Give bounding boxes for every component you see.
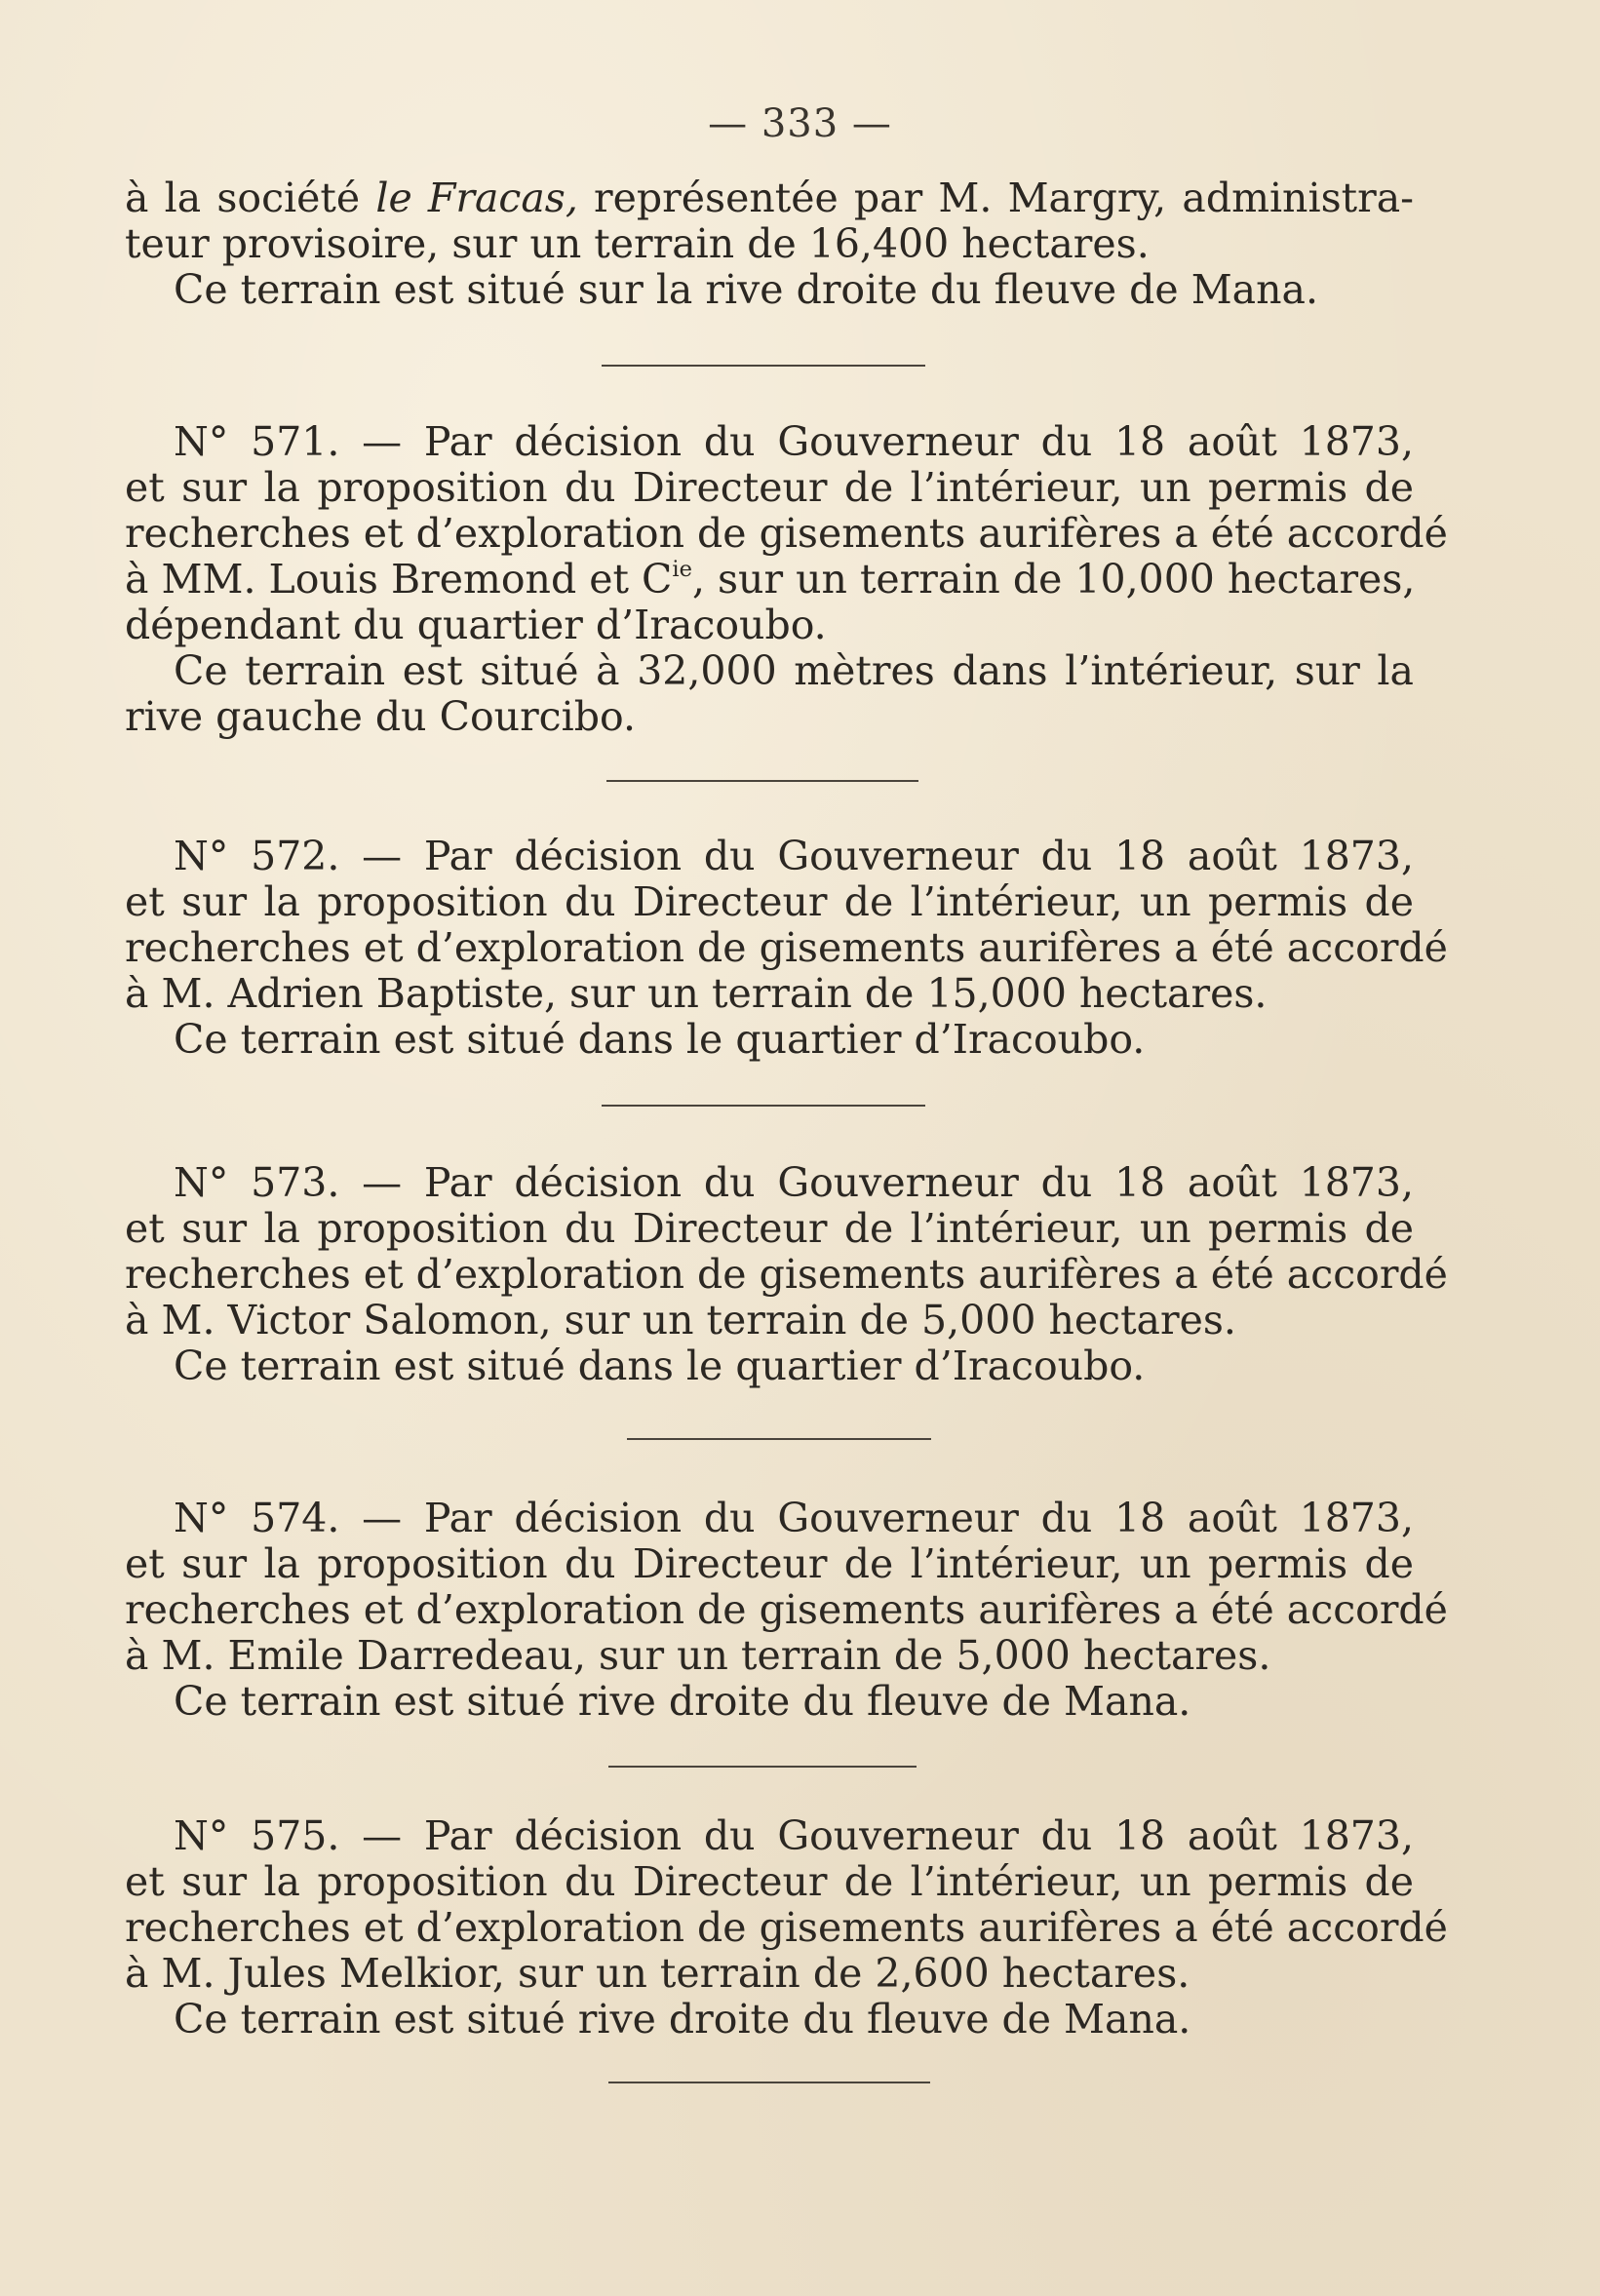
text-line: teur provisoire, sur un terrain de 16,400 hectares. (125, 220, 1150, 267)
company-name: le Fracas, (375, 175, 578, 221)
text-line: et sur la proposition du Directeur de l’intérieur, un permis de (125, 464, 1414, 511)
entry-heading-line: N° 572. — Par décision du Gouverneur du 18 août 1873, (174, 833, 1414, 879)
text-fragment: à MM. Louis Bremond et C (125, 556, 673, 603)
text-line: à M. Jules Melkior, sur un terrain de 2,600 hectares. (125, 1950, 1190, 1997)
entry-heading-line: N° 574. — Par décision du Gouverneur du 18 août 1873, (174, 1495, 1414, 1541)
entry-573 (125, 1159, 1448, 1389)
page-number: — 333 — (708, 101, 892, 146)
intro-paragraph (125, 175, 1414, 313)
text-line: et sur la proposition du Directeur de l’intérieur, un permis de (125, 1205, 1414, 1252)
text-line: Ce terrain est situé dans le quartier d’Iracoubo. (174, 1343, 1146, 1389)
text-line: et sur la proposition du Directeur de l’intérieur, un permis de (125, 1540, 1414, 1587)
text-line: recherches et d’exploration de gisements aurifères a été accordé (125, 510, 1448, 557)
entry-heading-line: N° 571. — Par décision du Gouverneur du 18 août 1873, (174, 418, 1414, 465)
entry-heading-line: N° 575. — Par décision du Gouverneur du 18 août 1873, (174, 1812, 1414, 1859)
entry-heading-line: N° 573. — Par décision du Gouverneur du 18 août 1873, (174, 1159, 1414, 1206)
entry-575 (125, 1812, 1448, 2043)
superscript: ie (672, 557, 692, 583)
text-line (125, 175, 1414, 221)
text-fragment: , sur un terrain de 10,000 hectares, (691, 556, 1416, 603)
text-fragment: représentée par M. Margry, administra- (577, 175, 1414, 221)
text-line: recherches et d’exploration de gisements aurifères a été accordé (125, 1904, 1448, 1951)
text-line: dépendant du quartier d’Iracoubo. (125, 602, 827, 648)
text-line: rive gauche du Courcibo. (125, 693, 636, 740)
section-divider (627, 1438, 931, 1440)
text-fragment: à la société (125, 175, 376, 221)
entry-572 (125, 833, 1448, 1063)
text-line: recherches et d’exploration de gisements aurifères a été accordé (125, 1586, 1448, 1633)
text-line: et sur la proposition du Directeur de l’intérieur, un permis de (125, 1858, 1414, 1905)
section-divider (608, 2082, 930, 2083)
text-line: et sur la proposition du Directeur de l’intérieur, un permis de (125, 878, 1414, 925)
text-line: à M. Emile Darredeau, sur un terrain de 5,000 hectares. (125, 1632, 1271, 1679)
entry-574 (125, 1495, 1448, 1725)
text-line: Ce terrain est situé rive droite du fleuve de Mana. (174, 1678, 1191, 1725)
text-line: Ce terrain est situé rive droite du fleuve de Mana. (174, 1996, 1191, 2043)
text-line: recherches et d’exploration de gisements aurifères a été accordé (125, 1251, 1448, 1298)
text-line: Ce terrain est situé à 32,000 mètres dans l’intérieur, sur la (174, 647, 1414, 694)
text-line (125, 557, 1414, 603)
text-line: Ce terrain est situé dans le quartier d’Iracoubo. (174, 1016, 1146, 1063)
section-divider (602, 365, 925, 367)
section-divider (606, 780, 918, 782)
text-line: Ce terrain est situé sur la rive droite du fleuve de Mana. (174, 266, 1319, 313)
text-line: à M. Adrien Baptiste, sur un terrain de 15,000 hectares. (125, 970, 1268, 1017)
entry-571 (125, 418, 1448, 740)
section-divider (602, 1105, 925, 1107)
section-divider (608, 1766, 917, 1768)
text-line: à M. Victor Salomon, sur un terrain de 5,000 hectares. (125, 1297, 1236, 1343)
text-line: recherches et d’exploration de gisements aurifères a été accordé (125, 924, 1448, 971)
